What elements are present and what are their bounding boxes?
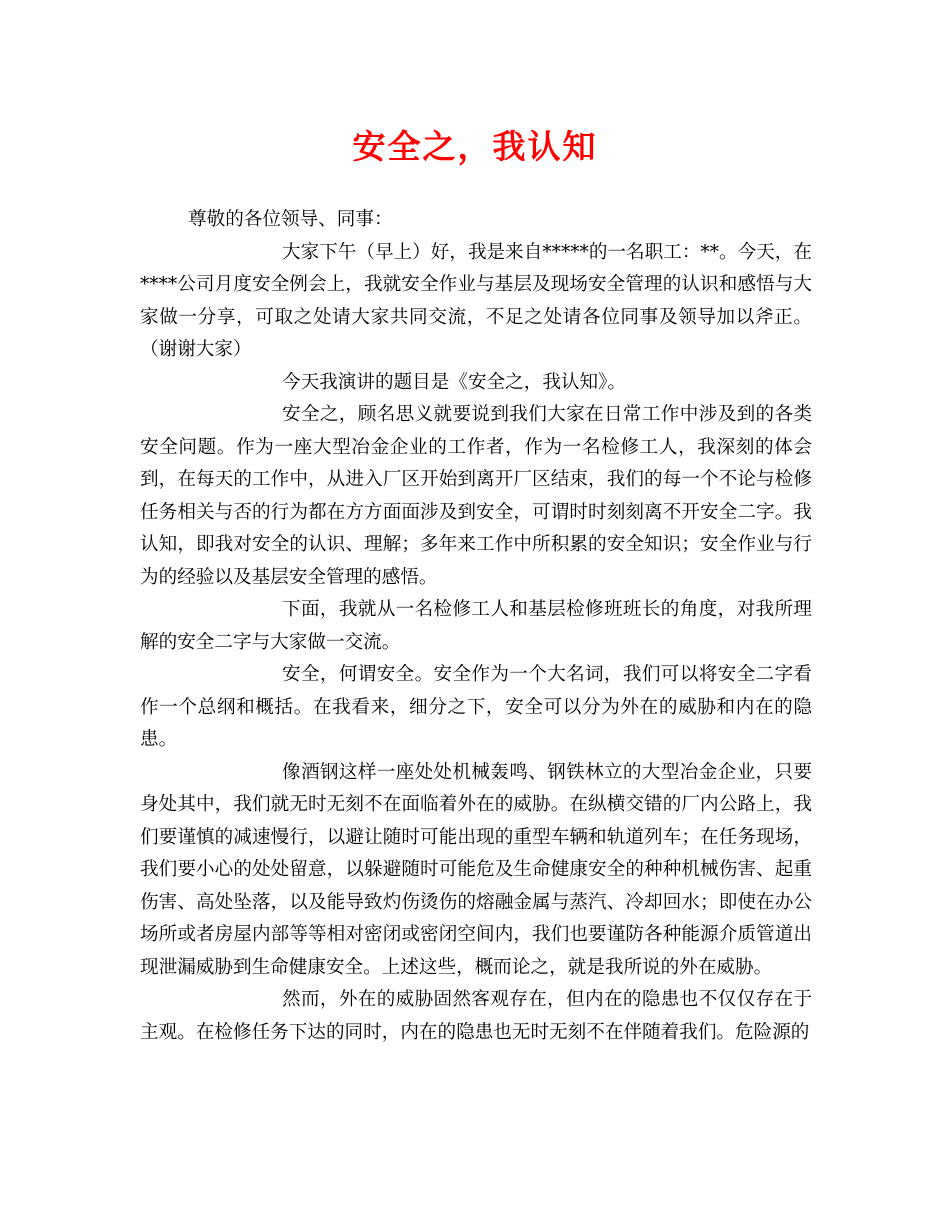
paragraph-2: 今天我演讲的题目是《安全之，我认知》。 xyxy=(282,371,626,393)
paragraph-6: 像酒钢这样一座处处机械轰鸣、钢铁林立的大型冶金企业，只要身处其中，我们就无时无刻不在面临着外在的威胁。在纵横交错的厂内公路上，我们要谨慎的减速慢行，以避让随时可能出现的重型车辆和轨道列车；在任务现场，我们要小心的处处留意，以躲避随时可能危及生命健康安全的种种机械伤害、起重伤害、高处坠落，以及能导致灼伤烫伤的熔融金属与蒸汽、冷却回水；即使在办公场所或者房屋内部等等相对密闭或密闭空间内，我们也要谨防各种能源介质管道出现泄漏威胁到生命健康安全。上述这些，概而论之，就是我所说的外在威胁。 xyxy=(140,761,812,978)
paragraph-4: 下面，我就从一名检修工人和基层检修班班长的角度，对我所理解的安全二字与大家做一交流。 xyxy=(140,599,812,653)
paragraph-7: 然而，外在的威胁固然客观存在，但内在的隐患也不仅仅存在于主观。在检修任务下达的同时，内在的隐患也无时无刻不在伴随着我们。危险源的 xyxy=(140,989,812,1043)
document-body xyxy=(140,204,812,1049)
paragraph-3: 安全之，顾名思义就要说到我们大家在日常工作中涉及到的各类安全问题。作为一座大型冶金企业的工作者，作为一名检修工人，我深刻的体会到，在每天的工作中，从进入厂区开始到离开厂区结束，我们的每一个不论与检修任务相关与否的行为都在方方面面涉及到安全，可谓时时刻刻离不开安全二字。我认知，即我对安全的认识、理解；多年来工作中所积累的安全知识；安全作业与行为的经验以及基层安全管理的感悟。 xyxy=(140,404,812,588)
salutation: 尊敬的各位领导、同事： xyxy=(188,209,393,230)
document-title: 安全之，我认知 xyxy=(352,127,598,166)
paragraph-5: 安全，何谓安全。安全作为一个大名词，我们可以将安全二字看作一个总纲和概括。在我看来，细分之下，安全可以分为外在的威胁和内在的隐患。 xyxy=(140,664,812,750)
paragraph-1: 大家下午（早上）好，我是来自*****的一名职工：**。今天，在****公司月度安全例会上，我就安全作业与基层及现场安全管理的认识和感悟与大家做一分享，可取之处请大家共同交流，不足之处请各位同事及领导加以斧正。（谢谢大家） xyxy=(140,241,812,360)
